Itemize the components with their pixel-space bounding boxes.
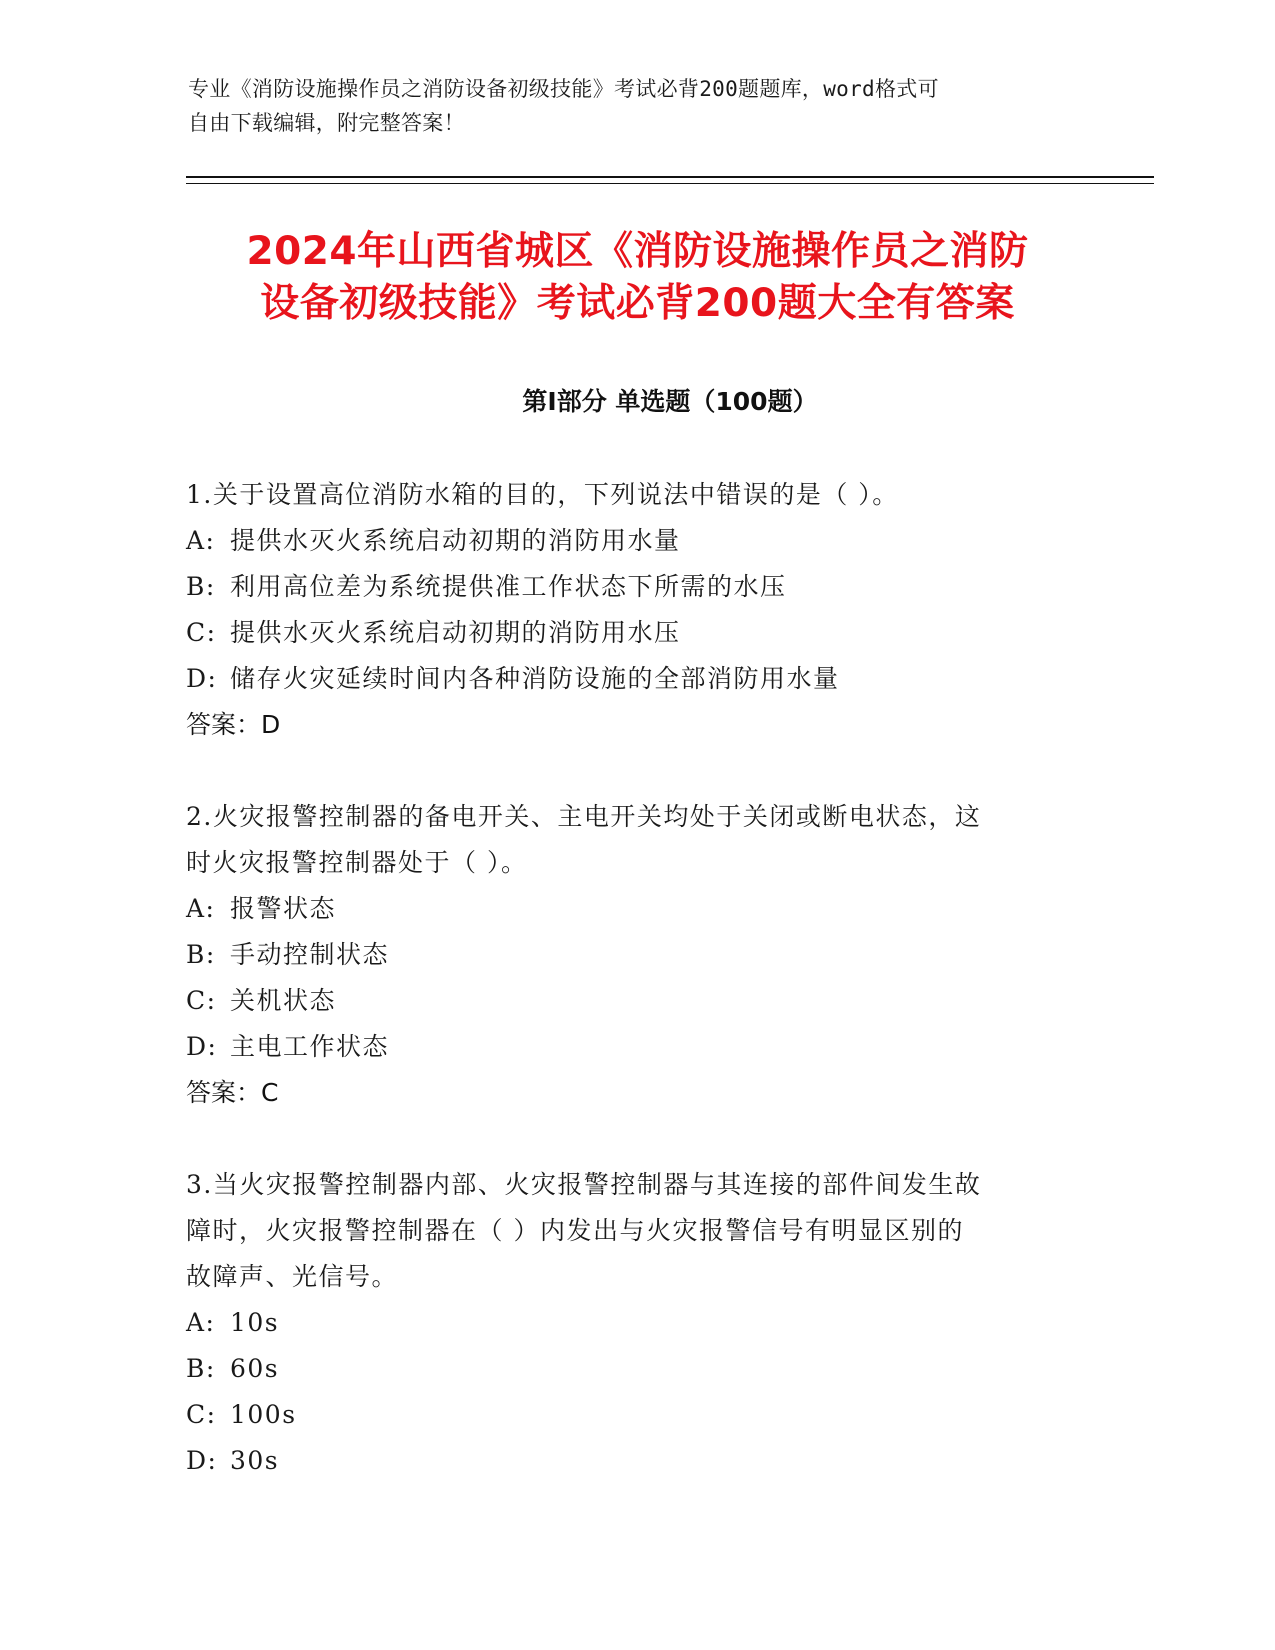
option-b: [186, 564, 1066, 610]
option-d: [186, 656, 1066, 702]
question-spacer: [186, 1116, 1066, 1162]
option-b: [186, 1346, 1066, 1392]
option-text: 10s: [230, 1308, 280, 1337]
question-stem-line: 1.关于设置高位消防水箱的目的，下列说法中错误的是（ ）。: [186, 480, 899, 509]
option-text: 利用高位差为系统提供准工作状态下所需的水压: [230, 572, 787, 601]
option-letter: C:: [186, 986, 217, 1015]
option-letter: D:: [186, 664, 218, 693]
option-text: 储存火灾延续时间内各种消防设施的全部消防用水量: [230, 664, 840, 693]
question-stem-line: 障时，火灾报警控制器在（ ）内发出与火灾报警信号有明显区别的: [186, 1216, 964, 1245]
question-1: [186, 472, 1066, 748]
option-text: 60s: [230, 1354, 280, 1383]
option-letter: A:: [186, 1308, 216, 1337]
question-stem: [186, 472, 1066, 518]
option-letter: A:: [186, 526, 216, 555]
question-list: [186, 472, 1066, 1484]
answer-line: 答案：D: [186, 710, 281, 739]
option-text: 提供水灭火系统启动初期的消防用水压: [230, 618, 681, 647]
option-b: [186, 932, 1066, 978]
question-stem-line: 2.火灾报警控制器的备电开关、主电开关均处于关闭或断电状态，这: [186, 802, 982, 831]
section-title: 第Ⅰ部分 单选题（100题）: [522, 387, 818, 416]
option-c: [186, 978, 1066, 1024]
option-letter: B:: [186, 572, 216, 601]
option-letter: D:: [186, 1446, 218, 1475]
option-letter: D:: [186, 1032, 218, 1061]
option-d: [186, 1438, 1066, 1484]
option-text: 手动控制状态: [230, 940, 390, 969]
option-a: [186, 886, 1066, 932]
option-letter: A:: [186, 894, 216, 923]
option-text: 报警状态: [230, 894, 337, 923]
question-stem-line: 3.当火灾报警控制器内部、火灾报警控制器与其连接的部件间发生故: [186, 1170, 982, 1199]
header-note-line-2: 自由下载编辑，附完整答案！: [188, 111, 465, 135]
option-d: [186, 1024, 1066, 1070]
option-letter: B:: [186, 1354, 216, 1383]
option-text: 主电工作状态: [230, 1032, 390, 1061]
option-letter: C:: [186, 618, 217, 647]
answer-line: 答案：C: [186, 1078, 279, 1107]
header-note-line-1: 专业《消防设施操作员之消防设备初级技能》考试必背200题题库，word格式可: [188, 77, 939, 101]
document-title-line-1: 2024年山西省城区《消防设施操作员之消防: [246, 229, 1029, 274]
header-divider-thin: [186, 183, 1154, 184]
option-a: [186, 518, 1066, 564]
option-text: 关机状态: [230, 986, 337, 1015]
option-text: 提供水灭火系统启动初期的消防用水量: [230, 526, 681, 555]
question-spacer: [186, 748, 1066, 794]
header-divider-thick: [186, 176, 1154, 178]
question-stem-line: 故障声、光信号。: [186, 1262, 399, 1291]
option-text: 30s: [230, 1446, 280, 1475]
header-note: [188, 72, 1068, 140]
document-title-line-2: 设备初级技能》考试必背200题大全有答案: [260, 281, 1015, 326]
option-a: [186, 1300, 1066, 1346]
option-letter: B:: [186, 940, 216, 969]
question-3: [186, 1162, 1066, 1484]
option-letter: C:: [186, 1400, 217, 1429]
option-c: [186, 610, 1066, 656]
document-title: [120, 226, 1155, 330]
question-stem-line: 时火灾报警控制器处于（ ）。: [186, 848, 528, 877]
question-2: [186, 794, 1066, 1116]
question-stem: [186, 794, 1066, 886]
option-text: 100s: [230, 1400, 297, 1429]
question-stem: [186, 1162, 1066, 1300]
option-c: [186, 1392, 1066, 1438]
